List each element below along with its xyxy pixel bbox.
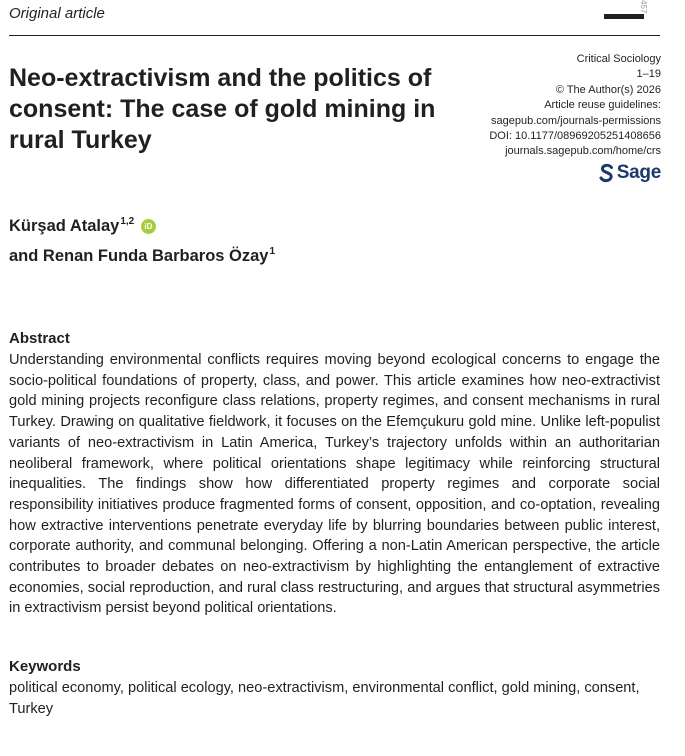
page-range: 1–19 <box>636 68 661 81</box>
article-type-label: Original article <box>9 5 105 22</box>
keywords-heading: Keywords <box>9 658 81 675</box>
doi-link[interactable]: DOI: 10.1177/08969205251408656 <box>489 130 661 143</box>
article-title: Neo-extractivism and the politics of consent: The case of gold mining in rural Turkey <box>9 64 436 154</box>
abstract-heading: Abstract <box>9 330 70 347</box>
copyright: © The Author(s) 2026 <box>555 83 661 96</box>
publisher-name: Sage <box>616 162 661 184</box>
author-2 <box>9 239 275 269</box>
journal-url-link[interactable]: journals.sagepub.com/home/crs <box>505 145 661 158</box>
sage-s-icon <box>599 163 614 183</box>
author-1-name[interactable]: Kürşad Atalay <box>9 217 120 235</box>
reuse-label: Article reuse guidelines: <box>544 99 661 112</box>
reuse-link[interactable]: sagepub.com/journals-permissions <box>491 114 661 127</box>
abstract-text: Understanding environmental conflicts requires moving beyond ecological concerns to engage the socio-political foundations of property, class, and power. This article examines how neo-extractivist gold mining projects reconfigure class relations, property regimes, and consent mechanisms in rural Turkey. Drawing on qualitative fieldwork, it focuses on the Efemçukuru gold mine. Unlike left-populist variants of neo-extractivism in Latin America, Turkey’s trajectory unfolds within an authoritarian neoliberal framework, where political orientations shape legitimacy while reinforcing structural inequalities. The findings show how differentiated property regimes and corporate social responsibility initiatives produce fragmented forms of consent, opposition, and co-optation, revealing how extractive interventions penetrate everyday life by blurring boundaries between public interest, corporate authority, and communal belonging. Offering a non-Latin American perspective, the article contributes to broader debates on neo-extractivism by highlighting the entanglement of extractive economies, social reproduction, and rural class restructuring, and argues that structural asymmetries in extractivism persist beyond political orientations. <box>9 352 660 617</box>
header-rule <box>9 35 660 36</box>
abstract-section <box>9 330 660 619</box>
keywords-text: political economy, political ecology, neo-extractivism, environmental conflict, gold mining, consent, Turkey <box>9 680 640 717</box>
author-2-affiliation[interactable]: 1 <box>269 246 276 257</box>
keywords-section <box>9 658 660 719</box>
orcid-icon[interactable]: iD <box>141 219 156 234</box>
author-2-name[interactable]: and Renan Funda Barbaros Özay <box>9 247 269 265</box>
header-bar <box>604 14 644 19</box>
journal-name: Critical Sociology <box>576 53 661 65</box>
journal-meta <box>489 52 661 183</box>
author-1-affiliation[interactable]: 1,2 <box>120 216 135 227</box>
author-block <box>9 209 275 269</box>
publisher-logo <box>489 163 661 183</box>
author-1 <box>9 209 275 239</box>
corner-page-mark: 457 <box>639 0 648 14</box>
